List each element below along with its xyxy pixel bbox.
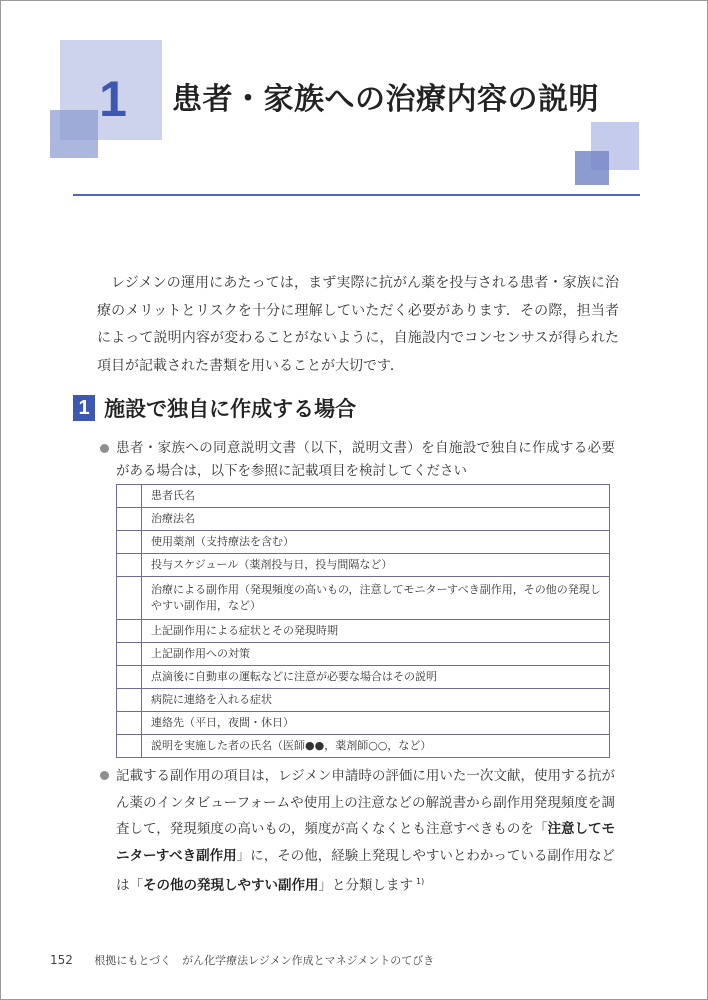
check-cell (117, 620, 142, 643)
table-row (117, 508, 610, 531)
intro-paragraph: レジメンの運用にあたっては，まず実際に抗がん薬を投与される患者・家族に治療のメリットとリスクを十分に理解していただく必要があります．その際，担当者によって説明内容が変わることがないように，自施設内でコンセンサスが得られた項目が記載された書類を用いることが大切です． (97, 275, 619, 374)
table-row (117, 554, 610, 577)
page-number: 152 (50, 953, 73, 967)
table-row (117, 620, 610, 643)
table-row (117, 577, 610, 620)
bullet-text-part: 記載する副作用の項目は，レジメン申請時の評価に用いた一次文献，使用する抗がん薬のインタビューフォームや使用上の注意などの解説書から副作用発現頻度を調査して，発現頻度の高いもの，頻度が高くなくとも注意すべきものを「 (116, 768, 615, 837)
table-cell: 投与スケジュール（薬剤投与日，投与間隔など） (142, 554, 610, 577)
table-cell: 上記副作用への対策 (142, 643, 610, 666)
check-cell (117, 735, 142, 758)
table-cell: 患者氏名 (142, 485, 610, 508)
table-row (117, 531, 610, 554)
check-cell (117, 643, 142, 666)
table-cell: 連絡先（平日，夜間・休日） (142, 712, 610, 735)
bullet-text-part: 」に，その他，経験上発現しやすいとわかっている副作用などは「 (116, 847, 615, 894)
bullet-text (100, 763, 615, 899)
table-cell: 治療による副作用（発現頻度の高いもの，注意してモニターすべき副作用，その他の発現しやすい副作用，など） (142, 577, 610, 620)
table-cell: 説明を実施した者の氏名（医師●●，薬剤師○○，など） (142, 735, 610, 758)
check-cell (117, 554, 142, 577)
section-title: 施設で独自に作成する場合 (104, 397, 357, 421)
check-cell (117, 689, 142, 712)
table-row (117, 735, 610, 758)
bullet-dot-icon (100, 771, 109, 780)
page-footer (50, 952, 434, 968)
table-cell: 上記副作用による症状とその発現時期 (142, 620, 610, 643)
check-cell (117, 577, 142, 620)
check-cell (117, 485, 142, 508)
section-heading (73, 393, 356, 423)
bullet-item (100, 763, 615, 899)
bullet-text: 患者・家族への同意説明文書（以下，説明文書）を自施設で独自に作成する必要がある場合は，以下を参照に記載項目を検討してください (116, 440, 615, 479)
emphasis-text: 注意してモニターすべき副作用 (116, 821, 616, 864)
table-row (117, 643, 610, 666)
bullet-item (100, 437, 615, 483)
book-title: 根拠にもとづく がん化学療法レジメン作成とマネジメントのてびき (94, 954, 435, 967)
bullet-dot-icon (100, 444, 109, 453)
table-cell: 点滴後に自動車の運転などに注意が必要な場合はその説明 (142, 666, 610, 689)
chapter-number: 1 (99, 71, 127, 127)
bullet-text-part: 」と分類します (318, 877, 413, 894)
chapter-deco-square-small (50, 110, 98, 158)
title-deco-square-right-small (575, 151, 609, 185)
table-cell: 病院に連絡を入れる症状 (142, 689, 610, 712)
section-number-badge: 1 (73, 395, 95, 421)
checklist-table (116, 484, 610, 758)
table-row (117, 485, 610, 508)
chapter-title: 患者・家族への治療内容の説明 (172, 82, 599, 117)
chapter-divider (73, 194, 640, 196)
check-cell (117, 712, 142, 735)
check-cell (117, 508, 142, 531)
check-cell (117, 531, 142, 554)
check-cell (117, 666, 142, 689)
reference-superscript: 1) (416, 877, 425, 886)
table-row (117, 666, 610, 689)
table-cell: 使用薬剤（支持療法を含む） (142, 531, 610, 554)
table-row (117, 689, 610, 712)
emphasis-text: その他の発現しやすい副作用 (143, 877, 319, 894)
table-row (117, 712, 610, 735)
table-cell: 治療法名 (142, 508, 610, 531)
